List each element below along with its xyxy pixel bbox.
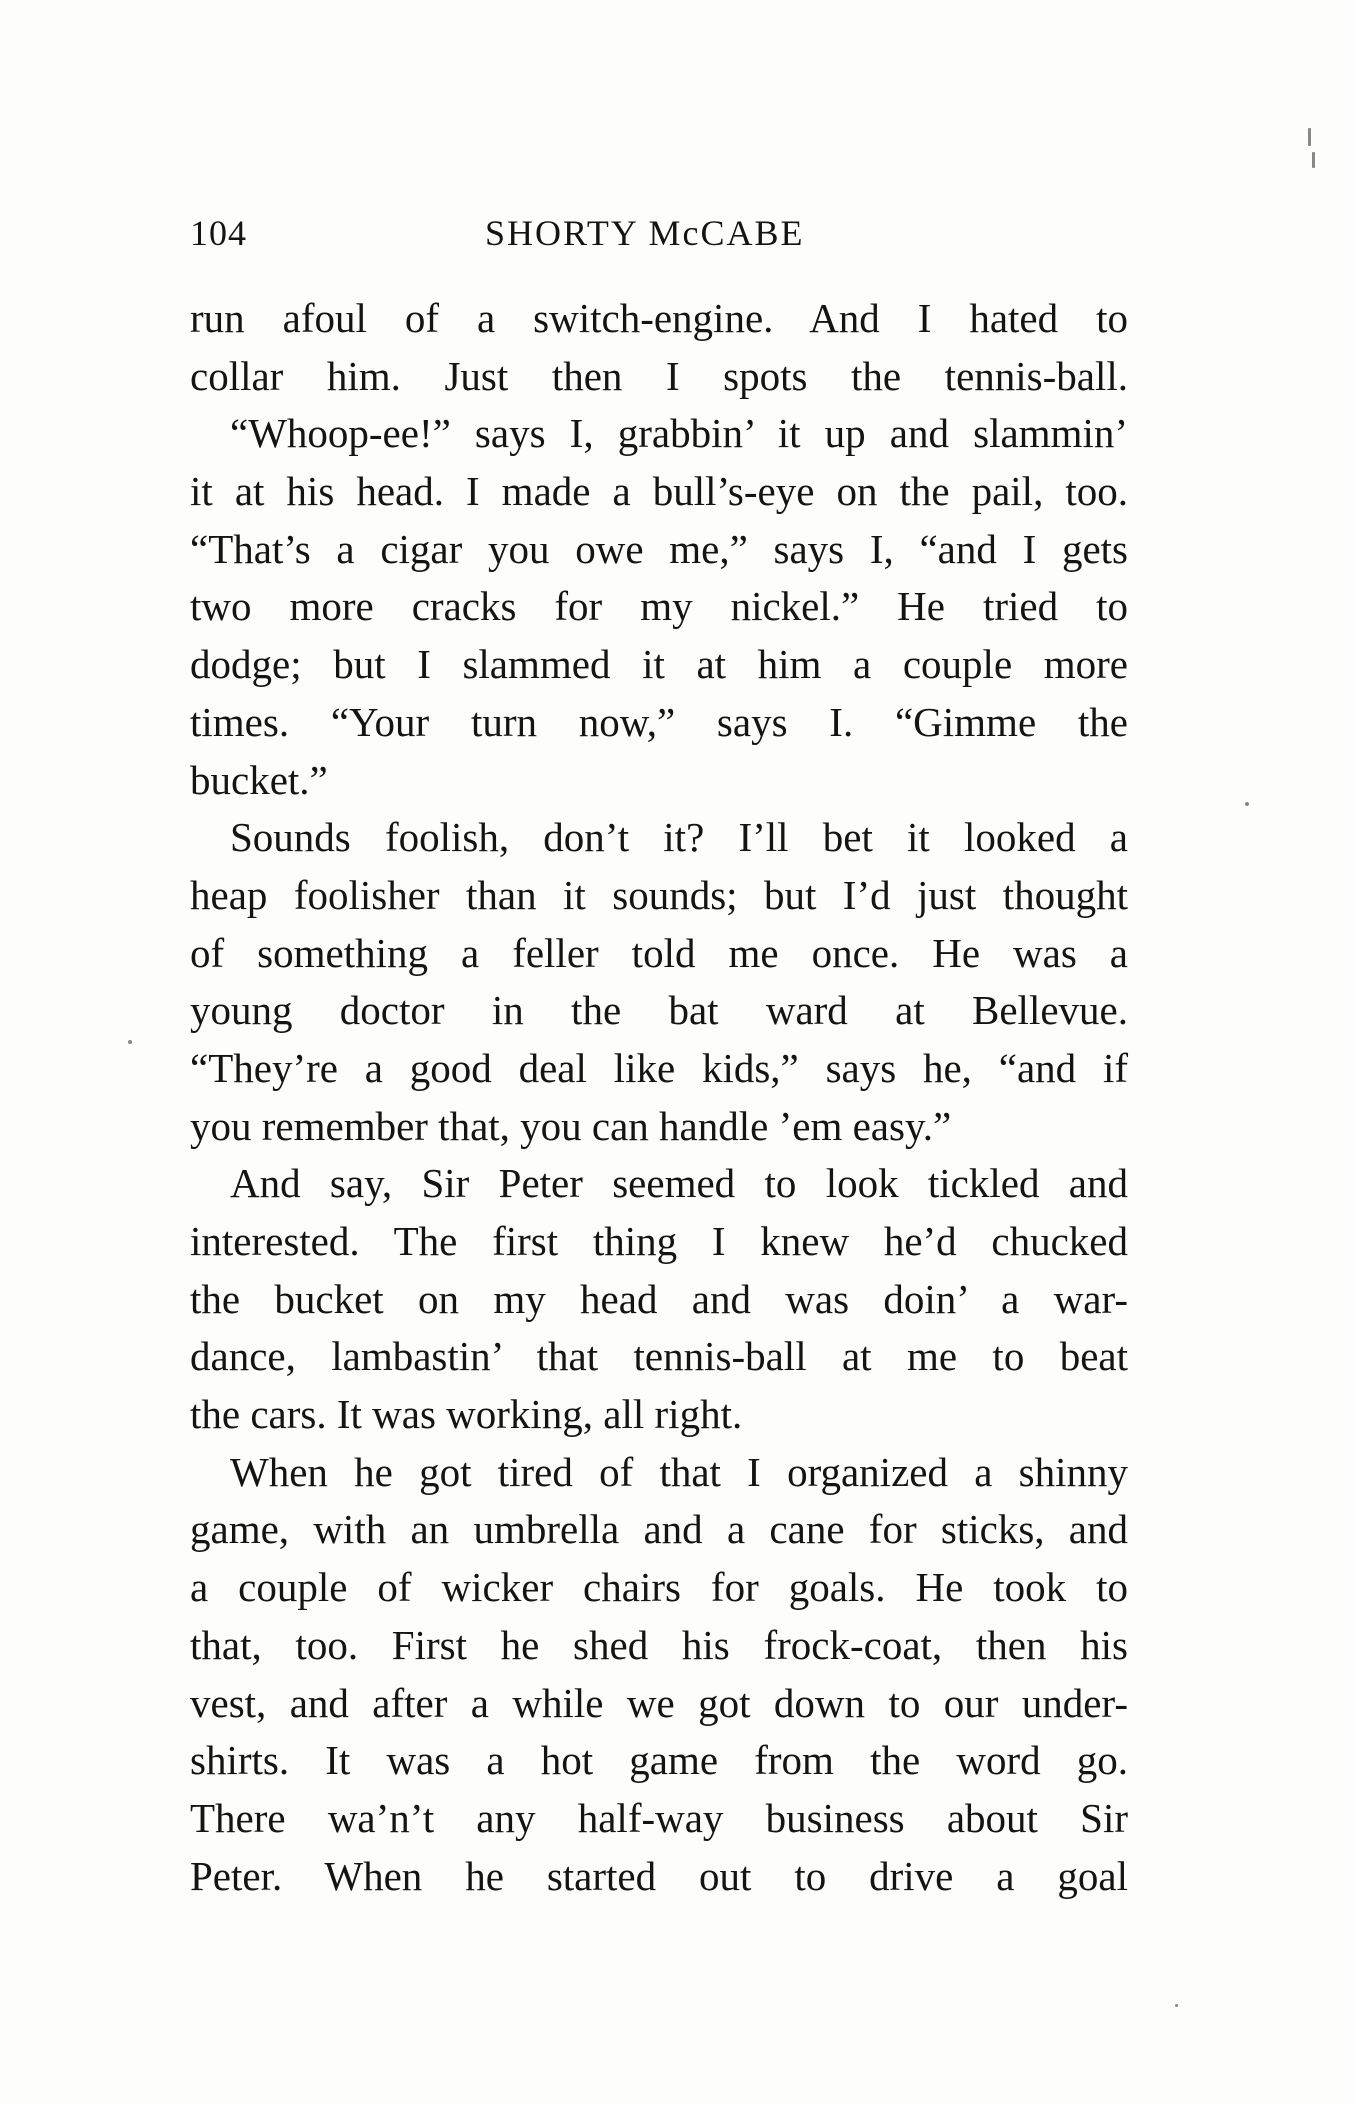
scan-speck — [1308, 128, 1311, 146]
text-line: the bucket on my head and was doin’ a war- — [190, 1275, 1128, 1322]
text-line: of something a feller told me once. He was a — [190, 929, 1128, 976]
text-line: Sounds foolish, don’t it? I’ll bet it looked a — [230, 814, 1128, 861]
text-line: a couple of wicker chairs for goals. He took to — [190, 1564, 1128, 1611]
text-line: Peter. When he started out to drive a goal — [190, 1852, 1128, 1899]
text-line: heap foolisher than it sounds; but I’d just thought — [190, 871, 1128, 918]
text-line: And say, Sir Peter seemed to look tickled and — [230, 1160, 1128, 1207]
text-line: dodge; but I slammed it at him a couple more — [190, 641, 1128, 688]
text-line: dance, lambastin’ that tennis-ball at me to beat — [190, 1333, 1128, 1380]
text-line: two more cracks for my nickel.” He tried to — [190, 583, 1128, 630]
page-header — [190, 208, 1130, 268]
text-line: the cars. It was working, all right. — [190, 1391, 743, 1438]
scan-speck — [128, 1040, 132, 1044]
text-line: run afoul of a switch-engine. And I hated to — [190, 295, 1128, 341]
text-line: young doctor in the bat ward at Bellevue. — [190, 987, 1128, 1034]
text-line: you remember that, you can handle ’em easy.” — [190, 1102, 952, 1149]
text-line: “That’s a cigar you owe me,” says I, “and I gets — [190, 525, 1128, 572]
text-line: bucket.” — [190, 756, 328, 803]
scan-speck — [1175, 2004, 1178, 2007]
text-line: collar him. Just then I spots the tennis-ball. — [190, 352, 1128, 399]
text-line: “Whoop-ee!” says I, grabbin’ it up and slammin’ — [230, 410, 1128, 457]
text-line: times. “Your turn now,” says I. “Gimme the — [190, 698, 1128, 745]
scan-speck — [1245, 802, 1249, 806]
text-line: shirts. It was a hot game from the word go. — [190, 1737, 1128, 1784]
text-line: interested. The first thing I knew he’d chucked — [190, 1218, 1128, 1264]
text-line: that, too. First he shed his frock-coat, then his — [190, 1621, 1128, 1668]
text-line: When he got tired of that I organized a shinny — [230, 1448, 1128, 1495]
page-number: 104 — [190, 213, 247, 253]
text-line: it at his head. I made a bull’s-eye on the pail, too. — [190, 468, 1128, 515]
text-line: vest, and after a while we got down to our under- — [190, 1679, 1128, 1726]
scan-speck — [1312, 152, 1315, 168]
running-title: SHORTY McCABE — [485, 213, 805, 253]
text-line: There wa’n’t any half-way business about Sir — [190, 1794, 1128, 1841]
body-text — [190, 290, 1128, 1905]
text-line: “They’re a good deal like kids,” says he, “and if — [190, 1044, 1128, 1091]
text-line: game, with an umbrella and a cane for sticks, and — [190, 1506, 1128, 1553]
